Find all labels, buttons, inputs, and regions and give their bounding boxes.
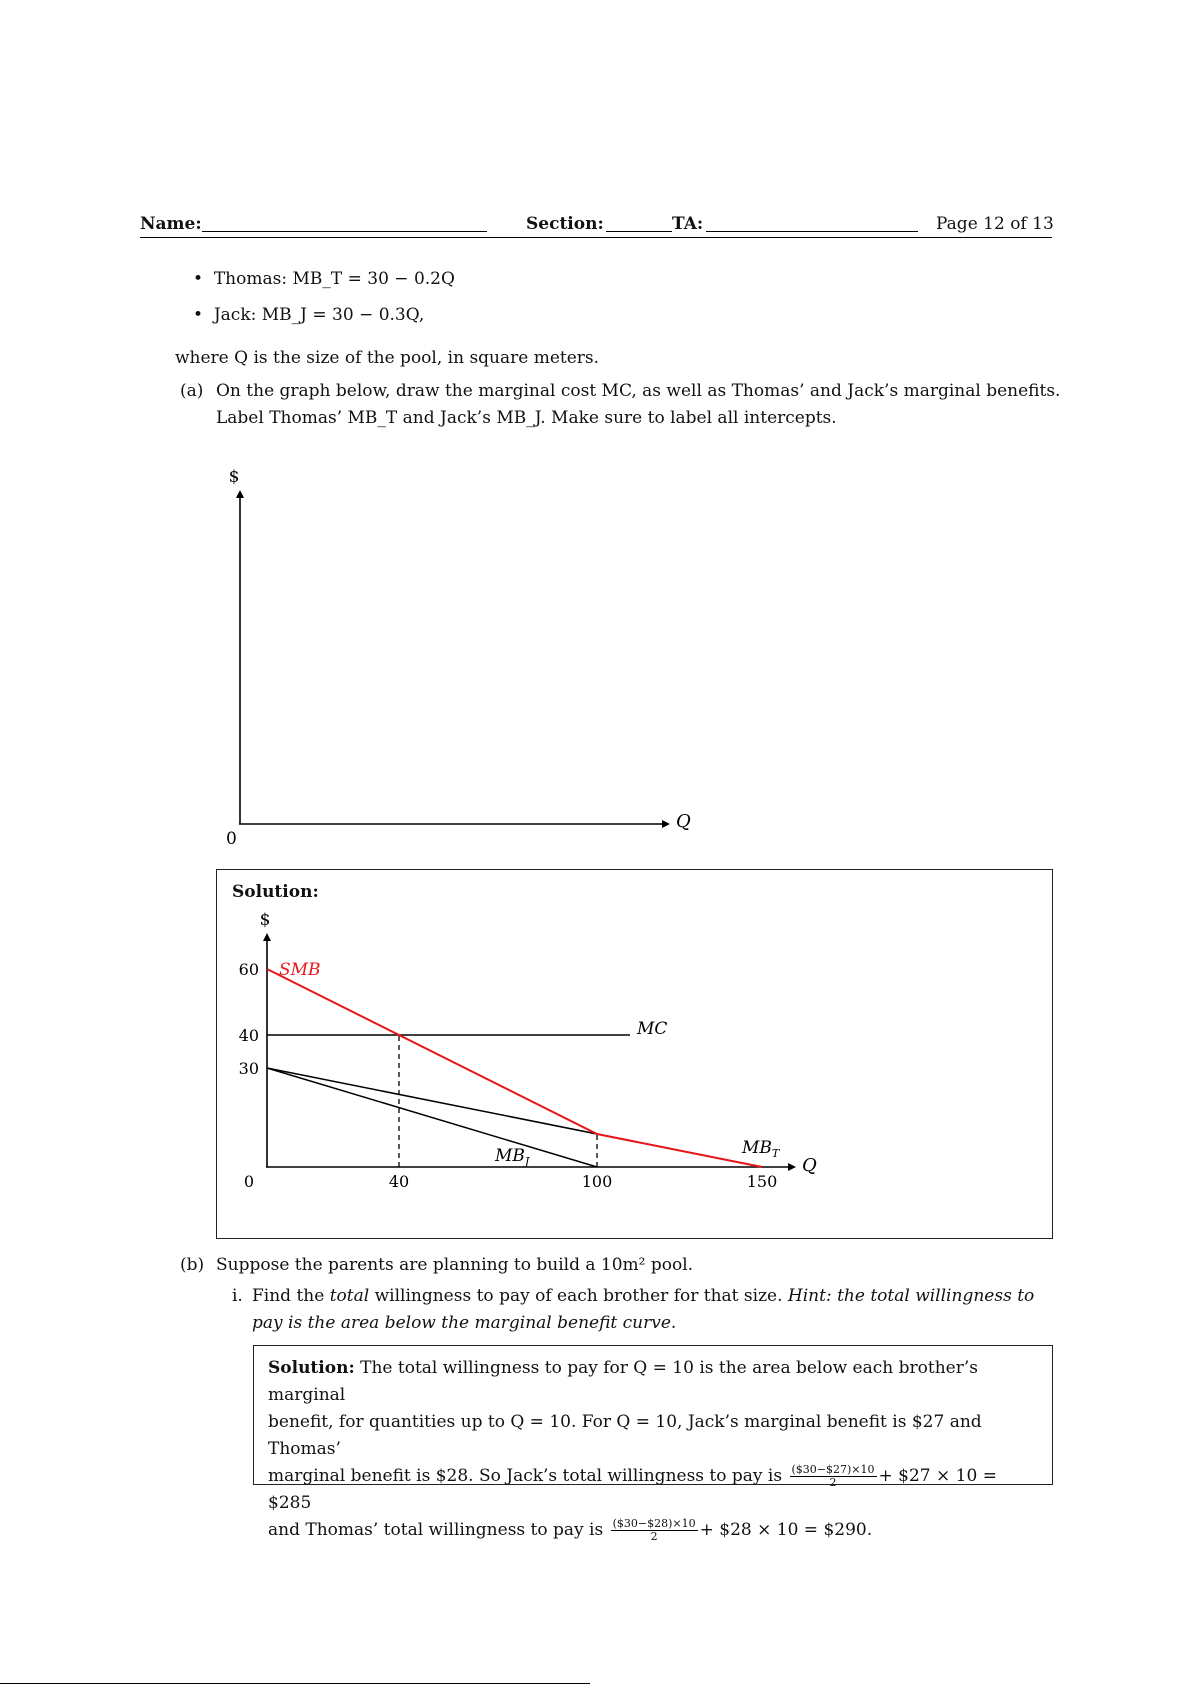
section-label: Section: [526, 214, 604, 234]
x-tick-100: 100 [581, 1172, 613, 1191]
x-tick-40: 40 [388, 1172, 410, 1191]
mc-label: MC [637, 1019, 668, 1039]
part-a-label: (a) [180, 381, 204, 401]
part-b-label: (b) [180, 1255, 205, 1275]
name-blank[interactable] [202, 231, 487, 232]
x-tick-0: 0 [243, 1172, 255, 1191]
page-number: Page 12 of 13 [936, 214, 1054, 234]
x-tick-150: 150 [746, 1172, 778, 1191]
smb-line [267, 969, 762, 1167]
solution-b-line2: benefit, for quantities up to Q = 10. For Q = 10, Jack’s marginal benefit is $27 and Thomas’ [268, 1412, 982, 1459]
sol-x-label: Q [802, 1155, 817, 1176]
blank-y-label: $ [228, 467, 240, 487]
solution-b-line4: and Thomas’ total willingness to pay is $\frac{(\$30-\$28)\times 10}{2}$ + $28 × 10 = $290. [268, 1517, 873, 1543]
solution-b-line1: Solution: The total willingness to pay for Q = 10 is the area below each brother’s marginal [268, 1358, 978, 1405]
blank-graph[interactable] [200, 460, 720, 850]
y-tick-60: 60 [238, 960, 259, 979]
mbj-line [267, 1068, 597, 1167]
solution-a-heading: Solution: [232, 882, 319, 902]
part-b-text: Suppose the parents are planning to build a 10m² pool. [216, 1255, 694, 1275]
blank-origin: 0 [226, 829, 237, 849]
part-b-i-label: i. [232, 1286, 243, 1306]
part-a-line2: Label Thomas’ MB_T and Jack’s MB_J. Make sure to label all intercepts. [216, 408, 837, 428]
footer-rule [0, 1683, 590, 1684]
blank-x-arrow [662, 820, 670, 828]
ta-label: TA: [672, 214, 704, 234]
ta-blank[interactable] [706, 231, 918, 232]
intro-where: where Q is the size of the pool, in square meters. [175, 348, 600, 368]
bullet-thomas: • Thomas: MB_T = 30 − 0.2Q [193, 269, 455, 289]
solution-b-text [268, 1355, 1043, 1544]
header-rule [140, 237, 1052, 238]
fraction-jack: $\frac{(\$30-\$27)\times 10}{2}$ [791, 1463, 875, 1489]
mbj-label: $MB_J$ [495, 1146, 530, 1168]
section-blank[interactable] [606, 231, 672, 232]
sol-y-label: $ [259, 910, 271, 930]
solution-chart [225, 905, 845, 1205]
name-label: Name: [140, 214, 202, 234]
part-b-i-line1: Find the total willingness to pay of each brother for that size. Hint: the total willingness to [252, 1286, 1035, 1306]
sol-y-arrow [263, 933, 271, 941]
y-tick-40: 40 [238, 1026, 259, 1045]
bullet-jack: • Jack: MB_J = 30 − 0.3Q, [193, 305, 425, 325]
blank-x-label: Q [676, 811, 691, 832]
solution-b-line3: marginal benefit is $28. So Jack’s total willingness to pay is $\frac{(\$30-\$27)\times 10}{2}$ + $27 × 10 = $285 [268, 1463, 997, 1513]
blank-y-arrow [236, 490, 244, 498]
smb-label: SMB [279, 960, 321, 980]
sol-x-arrow [788, 1163, 796, 1171]
mbt-label: $MB_T$ [742, 1138, 780, 1160]
part-a-line1: On the graph below, draw the marginal cost MC, as well as Thomas’ and Jack’s marginal benefits. [216, 381, 1061, 401]
fraction-thomas: $\frac{(\$30-\$28)\times 10}{2}$ [612, 1517, 696, 1543]
y-tick-30: 30 [238, 1059, 259, 1078]
part-b-i-line2: pay is the area below the marginal benefit curve. [252, 1313, 677, 1333]
